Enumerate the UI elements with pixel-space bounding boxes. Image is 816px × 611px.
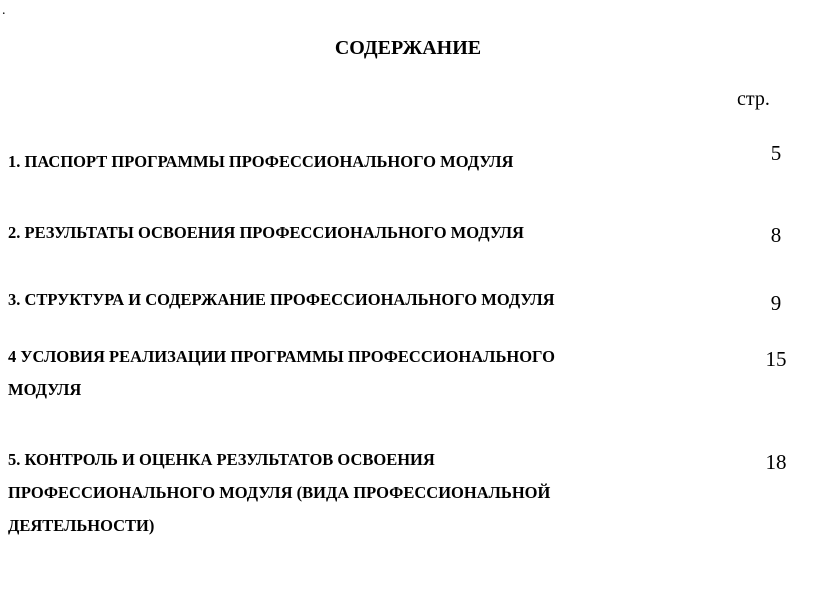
toc-entry-5-line-1: 5. КОНТРОЛЬ И ОЦЕНКА РЕЗУЛЬТАТОВ ОСВОЕНИЯ xyxy=(8,450,435,469)
toc-entry-3-line-1: 3. СТРУКТУРА И СОДЕРЖАНИЕ ПРОФЕССИОНАЛЬНОГО МОДУЛЯ xyxy=(8,290,555,309)
toc-entry-1-line-1: 1. ПАСПОРТ ПРОГРАММЫ ПРОФЕССИОНАЛЬНОГО МОДУЛЯ xyxy=(8,152,514,171)
toc-entry-3-page: 9 xyxy=(770,291,782,315)
toc-entry-4-line-2: МОДУЛЯ xyxy=(8,380,82,399)
toc-entry-5-line-2: ПРОФЕССИОНАЛЬНОГО МОДУЛЯ (ВИДА ПРОФЕССИОНАЛЬНОЙ xyxy=(8,483,551,502)
toc-entry-4-page: 15 xyxy=(765,347,787,371)
toc-entry-5-page: 18 xyxy=(765,450,787,474)
toc-entry-2-line-1: 2. РЕЗУЛЬТАТЫ ОСВОЕНИЯ ПРОФЕССИОНАЛЬНОГО МОДУЛЯ xyxy=(8,223,524,242)
toc-entry-5 xyxy=(8,443,748,542)
top-mark: . xyxy=(2,3,6,18)
toc-entry-2-page: 8 xyxy=(770,223,782,247)
toc-entry-3 xyxy=(8,283,748,316)
page-title: СОДЕРЖАНИЕ xyxy=(334,37,482,59)
toc-entry-4-line-1: 4 УСЛОВИЯ РЕАЛИЗАЦИИ ПРОГРАММЫ ПРОФЕССИОНАЛЬНОГО xyxy=(8,347,555,366)
toc-entry-1 xyxy=(8,145,748,178)
toc-entry-5-line-3: ДЕЯТЕЛЬНОСТИ) xyxy=(8,516,155,535)
toc-entry-2 xyxy=(8,216,748,249)
page-column-label: стр. xyxy=(737,88,770,110)
toc-entry-1-page: 5 xyxy=(770,141,782,165)
toc-entry-4 xyxy=(8,340,748,406)
